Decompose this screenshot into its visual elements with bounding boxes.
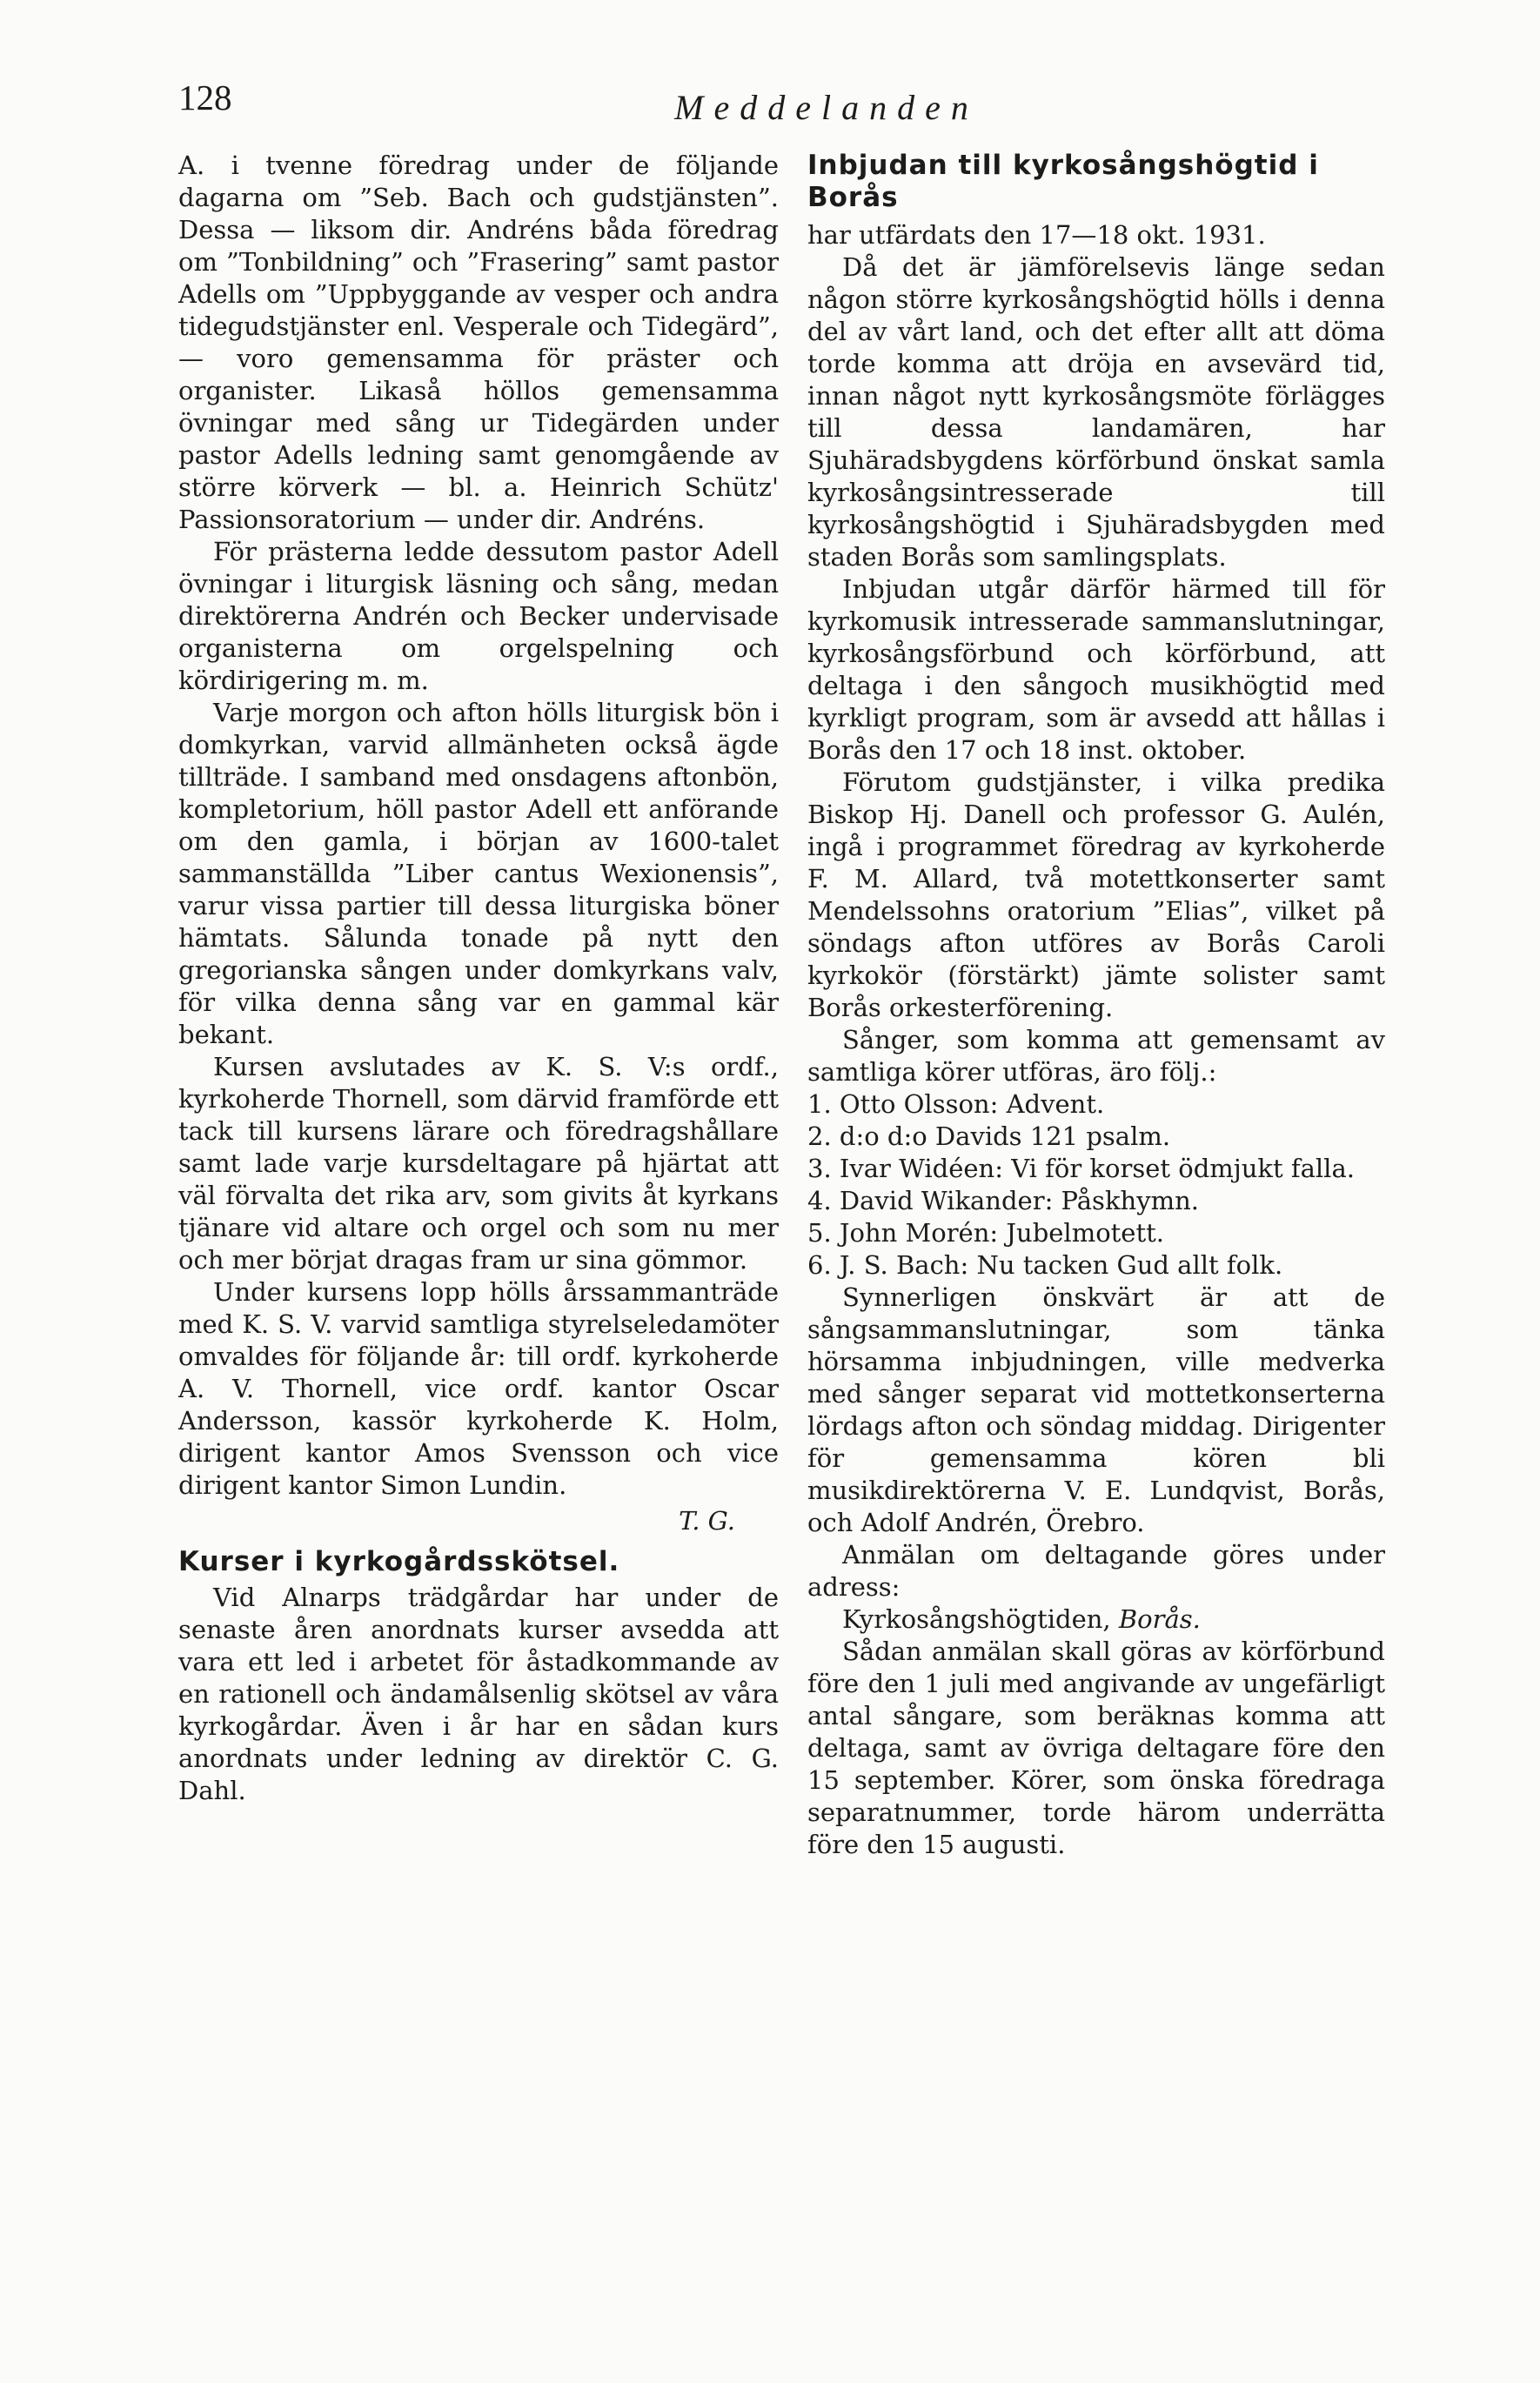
left-paragraph-3: Varje morgon och afton hölls liturgisk bön i domkyrkan, varvid allmänheten också ägde tillträde. I samband med onsdagens aftonbön, kompletorium, höll pastor Adell ett anförande om den gamla, i början av 1600-talet sammanställda ”Liber cantus Wexionensis”, varur vissa partier till dessa liturgiska böner hämtats. Sålunda tonade på nytt den gregorianska sången under domkyrkans valv, för vilka denna sång var en gammal kär bekant. xyxy=(178,698,779,1049)
right-paragraph-2: Då det är jämförelsevis länge sedan någon större kyrkosångshögtid hölls i denna del av vårt land, och det efter allt att döma torde komma att dröja en avsevärd tid, innan något nytt kyrkosångsmöte förlägges till dessa landamären, har Sjuhäradsbygdens körförbund önskat samla kyrkosångsintresserade till kyrkosångshögtid i Sjuhäradsbygden med staden Borås som samlingsplats. xyxy=(807,252,1385,572)
address-prefix: Kyrkosångshögtiden, xyxy=(842,1604,1119,1634)
running-head: Meddelanden xyxy=(674,88,979,127)
right-paragraph-4: Förutom gudstjänster, i vilka predika Biskop Hj. Danell och professor G. Aulén, ingå i programmet föredrag av kyrkoherde F. M. Allard, två motettkonserter samt Mendelssohns oratorium ”Elias”, vilket på söndags afton utföres av Borås Caroli kyrkokör (förstärkt) jämte solister samt Borås orkesterförening. xyxy=(807,767,1385,1022)
song-list-item: 5. John Morén: Jubelmotett. xyxy=(807,1218,1164,1248)
signature: T. G. xyxy=(679,1506,735,1536)
right-column xyxy=(807,150,1385,1861)
section-heading-kurser: Kurser i kyrkogårdsskötsel. xyxy=(178,1546,620,1577)
song-list-item: 2. d:o d:o Davids 121 psalm. xyxy=(807,1121,1171,1151)
address-city: Borås. xyxy=(1118,1604,1201,1634)
right-paragraph-6: Synnerligen önskvärt är att de sångsammanslutningar, som tänka hörsamma inbjudningen, ville medverka med sånger separat vid mottetkonserterna lördags afton och söndag middag. Dirigenter för gemensamma kören bli musikdirektörerna V. E. Lundqvist, Borås, och Adolf Andrén, Örebro. xyxy=(807,1282,1385,1537)
left-paragraph-2: För prästerna ledde dessutom pastor Adell övningar i liturgisk läsning och sång, medan direktörerna Andrén och Becker undervisade organisterna om orgelspelning och kördirigering m. m. xyxy=(178,537,779,695)
right-paragraph-7: Anmälan om deltagande göres under adress: xyxy=(807,1540,1385,1602)
right-paragraph-1: har utfärdats den 17—18 okt. 1931. xyxy=(807,220,1266,250)
left-paragraph-4: Kursen avslutades av K. S. V:s ordf., kyrkoherde Thornell, som därvid framförde ett tack till kursens lärare och föredragshållare samt lade varje kursdeltagare på hjärtat att väl förvalta det rika arv, som givits åt kyrkans tjänare vid altare och orgel och som nu mer och mer börjat dragas fram ur sina gömmor. xyxy=(178,1052,779,1275)
left-paragraph-6: Vid Alnarps trädgårdar har under de senaste åren anordnats kurser avsedda att vara ett led i arbetet för åstadkommande av en rationell och ändamålsenlig skötsel av våra kyrkogårdar. Även i år har en sådan kurs anordnats under ledning av direktör C. G. Dahl. xyxy=(178,1583,779,1805)
song-list-item: 6. J. S. Bach: Nu tacken Gud allt folk. xyxy=(807,1250,1283,1280)
song-list-item: 1. Otto Olsson: Advent. xyxy=(807,1089,1105,1119)
page-number: 128 xyxy=(178,77,232,117)
left-paragraph-1: A. i tvenne föredrag under de följande dagarna om ”Seb. Bach och gudstjänsten”. Dessa — liksom dir. Andréns båda föredrag om ”Tonbildning” och ”Frasering” samt pastor Adells om ”Uppbyggande av vesper och andra tidegudstjänster enl. Vesperale och Tidegärd”, — voro gemensamma för präster och organister. Likaså höllos gemensamma övningar med sång ur Tidegärden under pastor Adells ledning samt genomgående av större körverk — bl. a. Heinrich Schütz' Passionsoratorium — under dir. Andréns. xyxy=(178,151,779,534)
right-paragraph-3: Inbjudan utgår därför härmed till för kyrkomusik intresserade sammanslutningar, kyrkosångsförbund och körförbund, att deltaga i den sångoch musikhögtid med kyrkligt program, som är avsedd att hållas i Borås den 17 och 18 inst. oktober. xyxy=(807,574,1385,765)
song-list-item: 4. David Wikander: Påskhymn. xyxy=(807,1186,1199,1215)
right-paragraph-8: Sådan anmälan skall göras av körförbund före den 1 juli med angivande av ungefärligt antal sångare, som beräknas komma att deltaga, samt av övriga deltagare före den 15 september. Körer, som önska föredraga separatnummer, torde härom underrätta före den 15 augusti. xyxy=(807,1637,1385,1859)
right-paragraph-5: Sånger, som komma att gemensamt av samtliga körer utföras, äro följ.: xyxy=(807,1025,1385,1087)
left-column xyxy=(178,150,779,1807)
song-list-item: 3. Ivar Widéen: Vi för korset ödmjukt falla. xyxy=(807,1154,1355,1183)
left-paragraph-5: Under kursens lopp hölls årssammanträde med K. S. V. varvid samtliga styrelseledamöter omvaldes för följande år: till ordf. kyrkoherde A. V. Thornell, vice ordf. kantor Oscar Andersson, kassör kyrkoherde K. Holm, dirigent kantor Amos Svensson och vice dirigent kantor Simon Lundin. xyxy=(178,1277,779,1500)
section-heading-inbjudan: Inbjudan till kyrkosångshögtid i Borås xyxy=(807,150,1319,213)
address-line xyxy=(807,1603,1385,1636)
